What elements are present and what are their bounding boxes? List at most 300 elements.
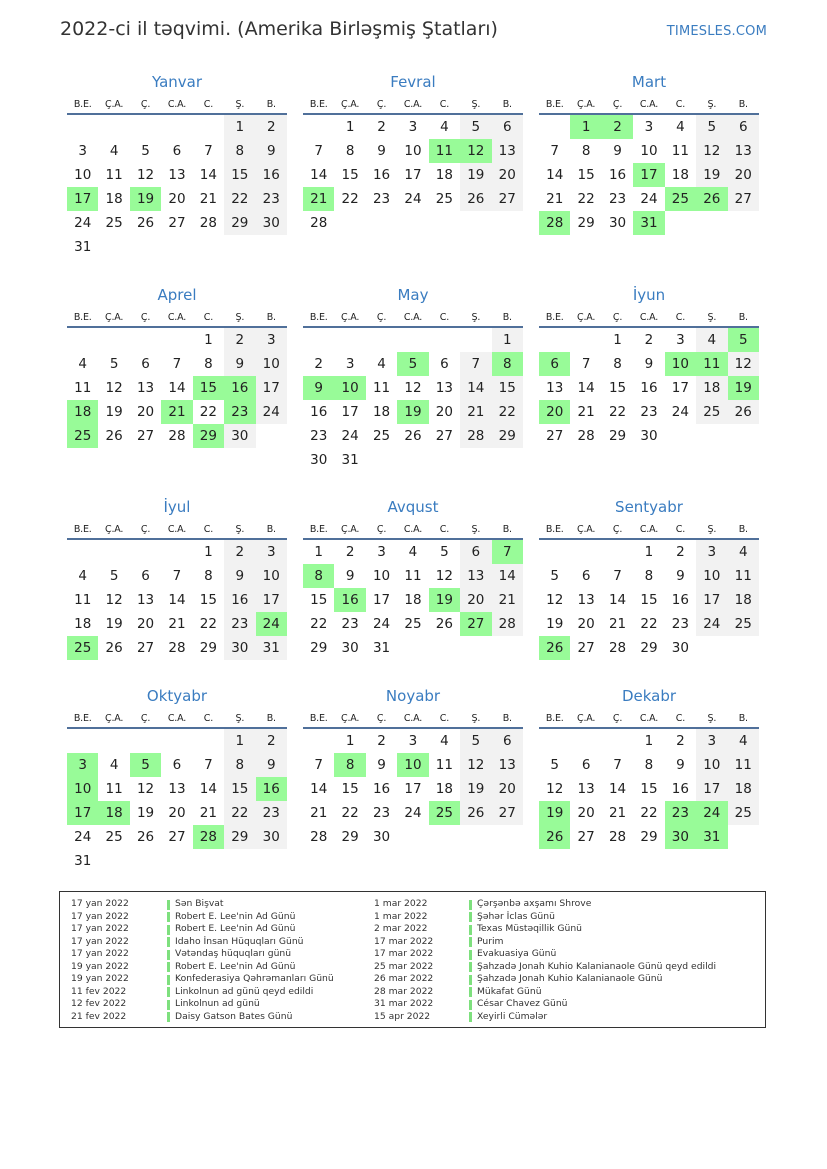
day-cell[interactable]: 22 <box>199 616 217 632</box>
day-cell[interactable]: 17 <box>67 187 98 211</box>
day-cell[interactable]: 10 <box>256 564 287 588</box>
day-cell[interactable]: 11 <box>105 781 123 797</box>
day-cell[interactable]: 15 <box>640 592 658 608</box>
day-cell[interactable]: 25 <box>429 801 460 825</box>
day-cell[interactable]: 11 <box>404 568 422 584</box>
day-cell[interactable]: 1 <box>345 119 355 135</box>
day-cell[interactable]: 16 <box>310 404 328 420</box>
day-cell[interactable]: 30 <box>256 211 287 235</box>
day-cell[interactable]: 13 <box>168 781 186 797</box>
day-cell[interactable]: 21 <box>168 616 186 632</box>
day-cell[interactable]: 18 <box>74 616 92 632</box>
day-cell[interactable]: 8 <box>204 356 213 372</box>
day-cell[interactable]: 19 <box>728 376 759 400</box>
day-cell[interactable]: 12 <box>546 781 564 797</box>
day-cell[interactable]: 20 <box>577 616 595 632</box>
day-cell[interactable]: 19 <box>105 404 123 420</box>
day-cell[interactable]: 20 <box>136 616 155 632</box>
day-cell[interactable]: 4 <box>377 356 386 372</box>
day-cell[interactable]: 18 <box>105 191 123 207</box>
day-cell[interactable]: 3 <box>408 733 418 749</box>
day-cell[interactable]: 16 <box>224 376 255 400</box>
day-cell[interactable]: 30 <box>224 636 255 660</box>
day-cell[interactable]: 27 <box>435 428 453 444</box>
day-cell[interactable]: 15 <box>640 781 658 797</box>
day-cell[interactable]: 12 <box>404 380 422 396</box>
day-cell[interactable]: 20 <box>492 163 523 187</box>
day-cell[interactable]: 2 <box>256 114 287 139</box>
day-cell[interactable]: 28 <box>460 424 491 448</box>
day-cell[interactable]: 24 <box>74 215 92 231</box>
day-cell[interactable]: 30 <box>665 825 696 849</box>
day-cell[interactable]: 25 <box>105 215 123 231</box>
day-cell[interactable]: 26 <box>105 640 123 656</box>
day-cell[interactable]: 17 <box>671 380 689 396</box>
day-cell[interactable]: 20 <box>577 805 595 821</box>
day-cell[interactable]: 11 <box>74 592 92 608</box>
day-cell[interactable]: 22 <box>341 805 359 821</box>
day-cell[interactable]: 13 <box>577 781 595 797</box>
day-cell[interactable]: 18 <box>435 167 453 183</box>
day-cell[interactable]: 23 <box>256 801 287 825</box>
day-cell[interactable]: 8 <box>303 564 334 588</box>
day-cell[interactable]: 15 <box>492 376 523 400</box>
day-cell[interactable]: 27 <box>577 640 595 656</box>
day-cell[interactable]: 18 <box>404 592 422 608</box>
day-cell[interactable]: 4 <box>696 327 727 352</box>
day-cell[interactable]: 30 <box>256 825 287 849</box>
day-cell[interactable]: 4 <box>440 119 449 135</box>
day-cell[interactable]: 5 <box>460 114 491 139</box>
day-cell[interactable]: 30 <box>372 829 391 845</box>
day-cell[interactable]: 11 <box>728 564 759 588</box>
day-cell[interactable]: 5 <box>109 568 119 584</box>
day-cell[interactable]: 2 <box>224 327 255 352</box>
day-cell[interactable]: 26 <box>460 187 491 211</box>
day-cell[interactable]: 19 <box>696 163 727 187</box>
day-cell[interactable]: 9 <box>224 352 255 376</box>
day-cell[interactable]: 1 <box>644 544 654 560</box>
day-cell[interactable]: 23 <box>310 428 328 444</box>
day-cell[interactable]: 7 <box>314 143 323 159</box>
day-cell[interactable]: 11 <box>728 753 759 777</box>
day-cell[interactable]: 30 <box>341 640 359 656</box>
day-cell[interactable]: 3 <box>256 327 287 352</box>
day-cell[interactable]: 27 <box>492 187 523 211</box>
day-cell[interactable]: 10 <box>74 167 92 183</box>
day-cell[interactable]: 27 <box>492 801 523 825</box>
day-cell[interactable]: 12 <box>105 592 123 608</box>
day-cell[interactable]: 10 <box>665 352 696 376</box>
day-cell[interactable]: 8 <box>581 143 591 159</box>
day-cell[interactable]: 14 <box>577 380 595 396</box>
day-cell[interactable]: 3 <box>256 539 287 564</box>
day-cell[interactable]: 8 <box>644 757 654 773</box>
day-cell[interactable]: 30 <box>640 428 658 444</box>
day-cell[interactable]: 5 <box>109 356 119 372</box>
day-cell[interactable]: 20 <box>168 805 186 821</box>
day-cell[interactable]: 18 <box>67 400 98 424</box>
day-cell[interactable]: 27 <box>546 428 564 444</box>
day-cell[interactable]: 20 <box>435 404 453 420</box>
day-cell[interactable]: 28 <box>168 640 186 656</box>
day-cell[interactable]: 24 <box>404 805 422 821</box>
day-cell[interactable]: 4 <box>109 757 119 773</box>
day-cell[interactable]: 15 <box>224 777 255 801</box>
day-cell[interactable]: 24 <box>671 404 689 420</box>
day-cell[interactable]: 22 <box>608 404 627 420</box>
day-cell[interactable]: 22 <box>492 400 523 424</box>
day-cell[interactable]: 18 <box>671 167 689 183</box>
day-cell[interactable]: 30 <box>671 640 689 656</box>
day-cell[interactable]: 20 <box>168 191 186 207</box>
day-cell[interactable]: 10 <box>67 777 98 801</box>
day-cell[interactable]: 24 <box>696 801 727 825</box>
day-cell[interactable]: 7 <box>172 356 182 372</box>
day-cell[interactable]: 24 <box>256 400 287 424</box>
day-cell[interactable]: 17 <box>404 167 422 183</box>
day-cell[interactable]: 3 <box>377 544 386 560</box>
day-cell[interactable]: 19 <box>460 777 491 801</box>
day-cell[interactable]: 31 <box>696 825 727 849</box>
day-cell[interactable]: 10 <box>334 376 365 400</box>
day-cell[interactable]: 31 <box>74 239 92 255</box>
day-cell[interactable]: 14 <box>199 167 217 183</box>
day-cell[interactable]: 17 <box>256 376 287 400</box>
day-cell[interactable]: 5 <box>550 568 559 584</box>
day-cell[interactable]: 2 <box>377 119 386 135</box>
day-cell[interactable]: 26 <box>696 187 727 211</box>
day-cell[interactable]: 14 <box>168 380 186 396</box>
day-cell[interactable]: 28 <box>577 428 595 444</box>
day-cell[interactable]: 17 <box>256 588 287 612</box>
day-cell[interactable]: 25 <box>67 636 98 660</box>
day-cell[interactable]: 16 <box>608 167 627 183</box>
day-cell[interactable]: 11 <box>435 757 453 773</box>
day-cell[interactable]: 6 <box>460 539 491 564</box>
day-cell[interactable]: 22 <box>224 801 255 825</box>
day-cell[interactable]: 2 <box>314 356 323 372</box>
day-cell[interactable]: 6 <box>539 352 570 376</box>
day-cell[interactable]: 30 <box>224 424 255 448</box>
day-cell[interactable]: 27 <box>168 215 186 231</box>
day-cell[interactable]: 29 <box>341 829 359 845</box>
day-cell[interactable]: 21 <box>460 400 491 424</box>
day-cell[interactable]: 28 <box>492 612 523 636</box>
day-cell[interactable]: 14 <box>608 781 627 797</box>
day-cell[interactable]: 25 <box>404 616 422 632</box>
day-cell[interactable]: 12 <box>728 352 759 376</box>
day-cell[interactable]: 15 <box>193 376 224 400</box>
day-cell[interactable]: 3 <box>67 753 98 777</box>
day-cell[interactable]: 2 <box>256 728 287 753</box>
day-cell[interactable]: 6 <box>492 728 523 753</box>
day-cell[interactable]: 24 <box>640 191 658 207</box>
day-cell[interactable]: 10 <box>696 564 727 588</box>
day-cell[interactable]: 16 <box>334 588 365 612</box>
day-cell[interactable]: 1 <box>570 114 601 139</box>
day-cell[interactable]: 3 <box>78 143 87 159</box>
day-cell[interactable]: 1 <box>204 332 213 348</box>
day-cell[interactable]: 26 <box>404 428 422 444</box>
day-cell[interactable]: 26 <box>460 801 491 825</box>
day-cell[interactable]: 19 <box>546 616 564 632</box>
day-cell[interactable]: 4 <box>728 539 759 564</box>
day-cell[interactable]: 11 <box>429 139 460 163</box>
day-cell[interactable]: 13 <box>492 753 523 777</box>
day-cell[interactable]: 6 <box>141 568 150 584</box>
day-cell[interactable]: 28 <box>310 829 328 845</box>
day-cell[interactable]: 3 <box>408 119 418 135</box>
day-cell[interactable]: 29 <box>608 428 627 444</box>
day-cell[interactable]: 17 <box>404 781 422 797</box>
day-cell[interactable]: 6 <box>728 114 759 139</box>
day-cell[interactable]: 4 <box>676 119 685 135</box>
day-cell[interactable]: 23 <box>224 400 255 424</box>
day-cell[interactable]: 21 <box>608 805 627 821</box>
day-cell[interactable]: 12 <box>136 167 155 183</box>
day-cell[interactable]: 21 <box>546 191 564 207</box>
day-cell[interactable]: 23 <box>372 805 391 821</box>
day-cell[interactable]: 1 <box>204 544 213 560</box>
day-cell[interactable]: 20 <box>136 404 155 420</box>
day-cell[interactable]: 1 <box>644 733 654 749</box>
day-cell[interactable]: 13 <box>577 592 595 608</box>
day-cell[interactable]: 2 <box>345 544 355 560</box>
day-cell[interactable]: 22 <box>577 191 595 207</box>
day-cell[interactable]: 17 <box>372 592 391 608</box>
day-cell[interactable]: 7 <box>460 352 491 376</box>
day-cell[interactable]: 13 <box>728 139 759 163</box>
day-cell[interactable]: 19 <box>397 400 428 424</box>
day-cell[interactable]: 19 <box>539 801 570 825</box>
day-cell[interactable]: 29 <box>224 825 255 849</box>
day-cell[interactable]: 5 <box>696 114 727 139</box>
day-cell[interactable]: 29 <box>577 215 595 231</box>
day-cell[interactable]: 6 <box>492 114 523 139</box>
day-cell[interactable]: 7 <box>492 539 523 564</box>
day-cell[interactable]: 31 <box>256 636 287 660</box>
day-cell[interactable]: 24 <box>372 616 391 632</box>
day-cell[interactable]: 3 <box>345 356 355 372</box>
day-cell[interactable]: 19 <box>130 187 161 211</box>
day-cell[interactable]: 4 <box>78 568 87 584</box>
day-cell[interactable]: 31 <box>372 640 391 656</box>
day-cell[interactable]: 16 <box>671 592 689 608</box>
day-cell[interactable]: 6 <box>581 757 591 773</box>
day-cell[interactable]: 16 <box>372 781 391 797</box>
day-cell[interactable]: 7 <box>581 356 591 372</box>
day-cell[interactable]: 1 <box>492 327 523 352</box>
day-cell[interactable]: 25 <box>728 612 759 636</box>
day-cell[interactable]: 22 <box>224 187 255 211</box>
day-cell[interactable]: 14 <box>310 167 328 183</box>
day-cell[interactable]: 5 <box>460 728 491 753</box>
day-cell[interactable]: 29 <box>492 424 523 448</box>
day-cell[interactable]: 25 <box>105 829 123 845</box>
day-cell[interactable]: 6 <box>581 568 591 584</box>
day-cell[interactable]: 6 <box>141 356 150 372</box>
day-cell[interactable]: 8 <box>334 753 365 777</box>
day-cell[interactable]: 6 <box>172 143 182 159</box>
day-cell[interactable]: 30 <box>310 452 328 468</box>
day-cell[interactable]: 24 <box>256 612 287 636</box>
day-cell[interactable]: 24 <box>74 829 92 845</box>
day-cell[interactable]: 18 <box>98 801 129 825</box>
day-cell[interactable]: 15 <box>341 167 359 183</box>
day-cell[interactable]: 13 <box>460 564 491 588</box>
day-cell[interactable]: 19 <box>136 805 155 821</box>
day-cell[interactable]: 2 <box>377 733 386 749</box>
day-cell[interactable]: 12 <box>136 781 155 797</box>
day-cell[interactable]: 23 <box>671 616 689 632</box>
day-cell[interactable]: 23 <box>640 404 658 420</box>
day-cell[interactable]: 13 <box>492 139 523 163</box>
day-cell[interactable]: 13 <box>136 592 155 608</box>
day-cell[interactable]: 17 <box>696 777 727 801</box>
day-cell[interactable]: 8 <box>492 352 523 376</box>
day-cell[interactable]: 8 <box>204 568 213 584</box>
day-cell[interactable]: 22 <box>199 404 217 420</box>
day-cell[interactable]: 11 <box>105 167 123 183</box>
day-cell[interactable]: 8 <box>345 143 355 159</box>
day-cell[interactable]: 1 <box>613 332 622 348</box>
day-cell[interactable]: 3 <box>696 539 727 564</box>
day-cell[interactable]: 14 <box>492 564 523 588</box>
day-cell[interactable]: 22 <box>640 616 658 632</box>
day-cell[interactable]: 13 <box>168 167 186 183</box>
day-cell[interactable]: 16 <box>671 781 689 797</box>
day-cell[interactable]: 11 <box>74 380 92 396</box>
day-cell[interactable]: 25 <box>435 191 453 207</box>
day-cell[interactable]: 27 <box>136 428 155 444</box>
day-cell[interactable]: 29 <box>640 829 658 845</box>
day-cell[interactable]: 23 <box>341 616 359 632</box>
day-cell[interactable]: 9 <box>377 757 386 773</box>
day-cell[interactable]: 5 <box>130 753 161 777</box>
day-cell[interactable]: 13 <box>435 380 453 396</box>
day-cell[interactable]: 16 <box>372 167 391 183</box>
day-cell[interactable]: 20 <box>460 588 491 612</box>
day-cell[interactable]: 17 <box>696 588 727 612</box>
day-cell[interactable]: 7 <box>204 757 213 773</box>
day-cell[interactable]: 19 <box>460 163 491 187</box>
day-cell[interactable]: 9 <box>256 753 287 777</box>
day-cell[interactable]: 11 <box>372 380 391 396</box>
day-cell[interactable]: 31 <box>341 452 359 468</box>
day-cell[interactable]: 15 <box>224 163 255 187</box>
day-cell[interactable]: 27 <box>460 612 491 636</box>
day-cell[interactable]: 5 <box>397 352 428 376</box>
day-cell[interactable]: 23 <box>608 191 627 207</box>
day-cell[interactable]: 12 <box>460 753 491 777</box>
day-cell[interactable]: 26 <box>136 829 155 845</box>
day-cell[interactable]: 13 <box>546 380 564 396</box>
day-cell[interactable]: 1 <box>224 114 255 139</box>
day-cell[interactable]: 12 <box>105 380 123 396</box>
day-cell[interactable]: 19 <box>429 588 460 612</box>
day-cell[interactable]: 20 <box>539 400 570 424</box>
day-cell[interactable]: 21 <box>577 404 595 420</box>
day-cell[interactable]: 5 <box>440 544 449 560</box>
day-cell[interactable]: 23 <box>665 801 696 825</box>
day-cell[interactable]: 9 <box>224 564 255 588</box>
day-cell[interactable]: 14 <box>546 167 564 183</box>
day-cell[interactable]: 2 <box>644 332 654 348</box>
day-cell[interactable]: 7 <box>172 568 182 584</box>
day-cell[interactable]: 24 <box>341 428 359 444</box>
day-cell[interactable]: 19 <box>105 616 123 632</box>
day-cell[interactable]: 29 <box>224 211 255 235</box>
day-cell[interactable]: 21 <box>303 187 334 211</box>
day-cell[interactable]: 12 <box>460 139 491 163</box>
day-cell[interactable]: 20 <box>728 163 759 187</box>
day-cell[interactable]: 4 <box>109 143 119 159</box>
day-cell[interactable]: 23 <box>256 187 287 211</box>
day-cell[interactable]: 6 <box>440 356 449 372</box>
day-cell[interactable]: 28 <box>608 640 627 656</box>
day-cell[interactable]: 15 <box>577 167 595 183</box>
day-cell[interactable]: 20 <box>492 777 523 801</box>
day-cell[interactable]: 27 <box>136 640 155 656</box>
day-cell[interactable]: 9 <box>676 757 685 773</box>
day-cell[interactable]: 7 <box>613 757 622 773</box>
day-cell[interactable]: 2 <box>602 114 633 139</box>
day-cell[interactable]: 31 <box>633 211 664 235</box>
day-cell[interactable]: 21 <box>608 616 627 632</box>
day-cell[interactable]: 2 <box>676 733 685 749</box>
day-cell[interactable]: 17 <box>67 801 98 825</box>
day-cell[interactable]: 5 <box>141 143 150 159</box>
day-cell[interactable]: 15 <box>310 592 328 608</box>
brand-link[interactable]: TIMESLES.COM <box>666 24 767 39</box>
day-cell[interactable]: 16 <box>224 588 255 612</box>
day-cell[interactable]: 28 <box>168 428 186 444</box>
day-cell[interactable]: 29 <box>193 424 224 448</box>
day-cell[interactable]: 23 <box>372 191 391 207</box>
day-cell[interactable]: 9 <box>613 143 622 159</box>
day-cell[interactable]: 2 <box>224 539 255 564</box>
day-cell[interactable]: 9 <box>644 356 654 372</box>
day-cell[interactable]: 26 <box>539 825 570 849</box>
day-cell[interactable]: 14 <box>310 781 328 797</box>
day-cell[interactable]: 22 <box>310 616 328 632</box>
day-cell[interactable]: 26 <box>728 400 759 424</box>
day-cell[interactable]: 1 <box>314 544 323 560</box>
day-cell[interactable]: 11 <box>696 352 727 376</box>
day-cell[interactable]: 14 <box>199 781 217 797</box>
day-cell[interactable]: 8 <box>613 356 622 372</box>
day-cell[interactable]: 21 <box>310 805 328 821</box>
day-cell[interactable]: 9 <box>303 376 334 400</box>
day-cell[interactable]: 4 <box>78 356 87 372</box>
day-cell[interactable]: 24 <box>696 612 727 636</box>
day-cell[interactable]: 4 <box>728 728 759 753</box>
day-cell[interactable]: 26 <box>105 428 123 444</box>
day-cell[interactable]: 18 <box>372 404 391 420</box>
day-cell[interactable]: 17 <box>341 404 359 420</box>
day-cell[interactable]: 8 <box>224 753 255 777</box>
day-cell[interactable]: 14 <box>168 592 186 608</box>
day-cell[interactable]: 10 <box>404 143 422 159</box>
day-cell[interactable]: 7 <box>550 143 559 159</box>
day-cell[interactable]: 29 <box>310 640 328 656</box>
day-cell[interactable]: 9 <box>256 139 287 163</box>
day-cell[interactable]: 26 <box>539 636 570 660</box>
day-cell[interactable]: 28 <box>608 829 627 845</box>
day-cell[interactable]: 21 <box>199 805 217 821</box>
day-cell[interactable]: 10 <box>640 143 658 159</box>
